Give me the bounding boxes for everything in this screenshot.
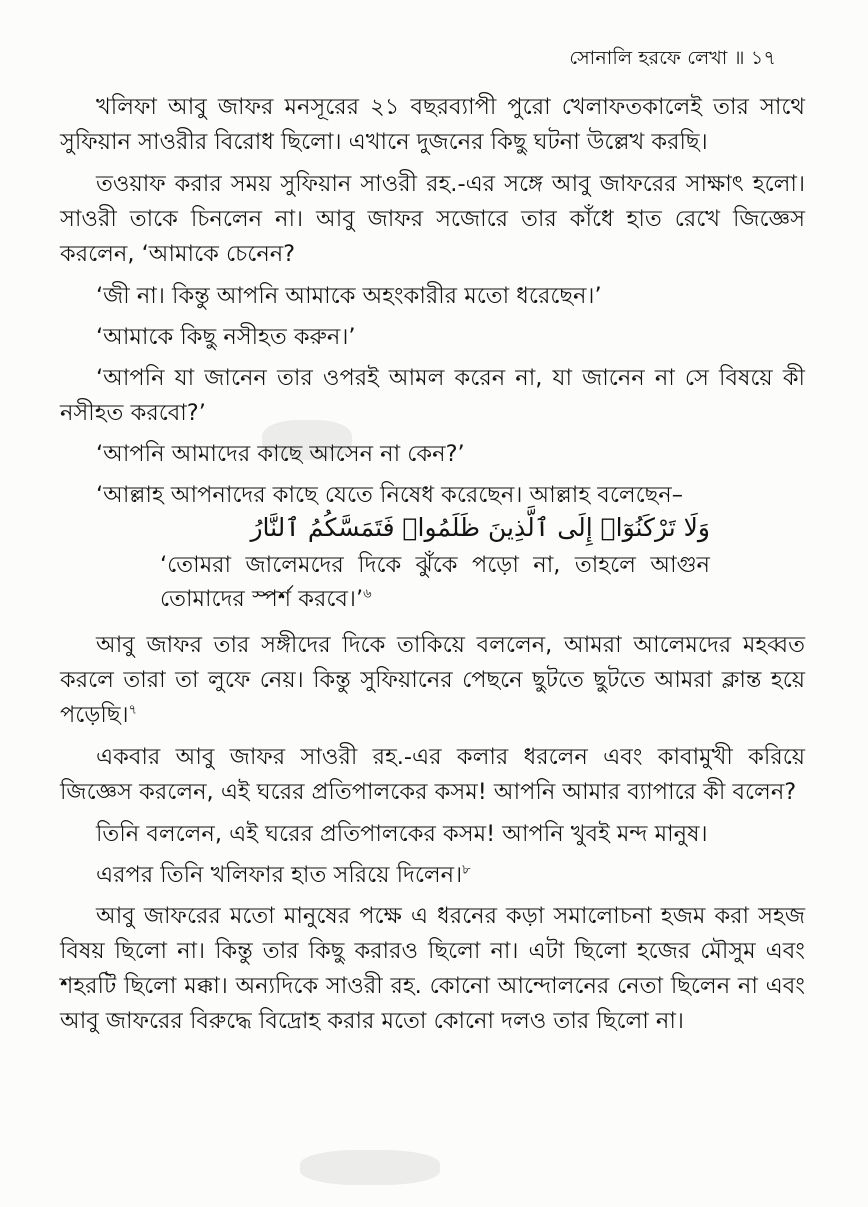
footnote-marker: ৬: [363, 586, 372, 602]
paragraph-intro: খলিফা আবু জাফর মনসূরের ২১ বছরব্যাপী পুরো খেলাফতকালেই তার সাথে সুফিয়ান সাওরীর বিরোধ ছিলো। এখানে দুজনের কিছু ঘটনা উল্লেখ করছি।: [60, 94, 805, 155]
verse-translation: ‘তোমরা জালেমদের দিকে ঝুঁকে পড়ো না, তাহলে আগুন তোমাদের স্পর্শ করবে।’$^৬$: [160, 552, 710, 612]
dialogue-line: ‘জী না। কিন্তু আপনি আমাকে অহংকারীর মতো ধরেছেন।’: [96, 283, 602, 309]
dialogue-line: ‘আল্লাহ আপনাদের কাছে যেতে নিষেধ করেছেন। আল্লাহ বলেছেন–: [96, 482, 683, 508]
scan-smudge: [300, 1150, 440, 1185]
dialogue-line: ‘আপনি যা জানেন তার ওপরই আমল করেন না, যা জানেন না সে বিষয়ে কী নসীহত করবো?’: [60, 365, 805, 426]
quran-verse-arabic: وَلَا تَرْكَنُوٓا۟ إِلَى ٱلَّذِينَ ظَلَمُوا۟ فَتَمَسَّكُمُ ٱلنَّارُ: [250, 513, 710, 542]
dialogue-line: ‘আমাকে কিছু নসীহত করুন।’: [96, 324, 356, 350]
dialogue-line: ‘আপনি আমাদের কাছে আসেন না কেন?’: [96, 441, 465, 467]
footnote-marker: ৮: [462, 862, 471, 878]
running-header: সোনালি হরফে লেখা ॥ ১৭: [569, 47, 776, 69]
paragraph-tawaf: তওয়াফ করার সময় সুফিয়ান সাওরী রহ.-এর সঙ্গে আবু জাফরের সাক্ষাৎ হলো। সাওরী তাকে চিনলেন না। আবু জাফর সজোরে তার কাঁধে হাত রেখে জিজ্ঞেস করলেন, ‘আমাকে চেনেন?: [60, 171, 805, 267]
paragraph-criticism: আবু জাফরের মতো মানুষের পক্ষে এ ধরনের কড়া সমালোচনা হজম করা সহজ বিষয় ছিলো না। কিন্তু তার কিছু করারও ছিলো না। এটা ছিলো হজের মৌসুম এবং শহরটি ছিলো মক্কা। অন্যদিকে সাওরী রহ. কোনো আন্দোলনের নেতা ছিলেন না এবং আবু জাফরের বিরুদ্ধে বিদ্রোহ করার মতো কোনো দলও তার ছিলো না।: [60, 903, 805, 1034]
paragraph-collar: একবার আবু জাফর সাওরী রহ.-এর কলার ধরলেন এবং কাবামুখী করিয়ে জিজ্ঞেস করলেন, এই ঘরের প্রতিপালকের কসম! আপনি আমার ব্যাপারে কী বলেন?: [60, 744, 805, 805]
paragraph-reply: তিনি বললেন, এই ঘরের প্রতিপালকের কসম! আপনি খুবই মন্দ মানুষ।: [96, 821, 708, 847]
page-body: [60, 90, 805, 1046]
paragraph-hand: এরপর তিনি খলিফার হাত সরিয়ে দিলেন।$^৮$: [96, 862, 471, 888]
paragraph-companions: আবু জাফর তার সঙ্গীদের দিকে তাকিয়ে বললেন, আমরা আলেমদের মহব্বত করলে তারা তা লুফে নেয়। কিন্তু সুফিয়ানের পেছনে ছুটতে ছুটতে আমরা ক্লান্ত হয়ে পড়েছি।$^৭$: [60, 632, 805, 728]
footnote-marker: ৭: [128, 702, 137, 718]
